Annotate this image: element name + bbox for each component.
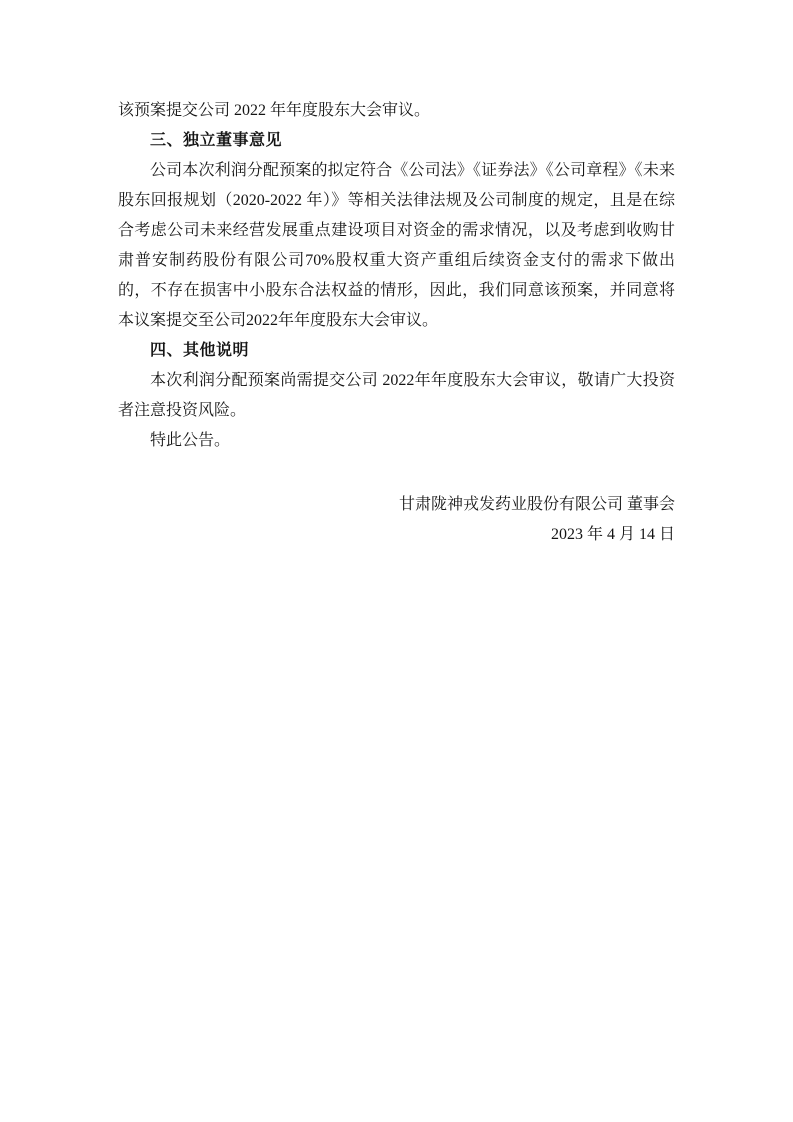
section-heading-other-notes: 四、其他说明	[150, 342, 250, 359]
closing-line: 特此公告。	[150, 432, 231, 449]
paragraph-continuation: 该预案提交公司 2022 年年度股东大会审议。	[118, 102, 431, 119]
signature-block	[118, 490, 675, 550]
section-heading-independent-directors-opinion: 三、独立董事意见	[150, 132, 283, 149]
paragraph-independent-directors-opinion: 公司本次利润分配预案的拟定符合《公司法》《证券法》《公司章程》《未来股东回报规划（2020-2022 年）》等相关法律法规及公司制度的规定，且是在综合考虑公司未来经营发展重点建设项目对资金的需求情况，以及考虑到收购甘肃普安制药股份有限公司70%股权重大资产重组后续资金支付的需求下做出的，不存在损害中小股东合法权益的情形，因此，我们同意该预案，并同意将本议案提交至公司2022年年度股东大会审议。	[118, 162, 675, 329]
signature-date: 2023 年 4 月 14 日	[550, 526, 675, 543]
paragraph-other-notes: 本次利润分配预案尚需提交公司 2022年年度股东大会审议，敬请广大投资者注意投资风险。	[118, 372, 675, 419]
signature-company: 甘肃陇神戎发药业股份有限公司 董事会	[398, 496, 675, 513]
